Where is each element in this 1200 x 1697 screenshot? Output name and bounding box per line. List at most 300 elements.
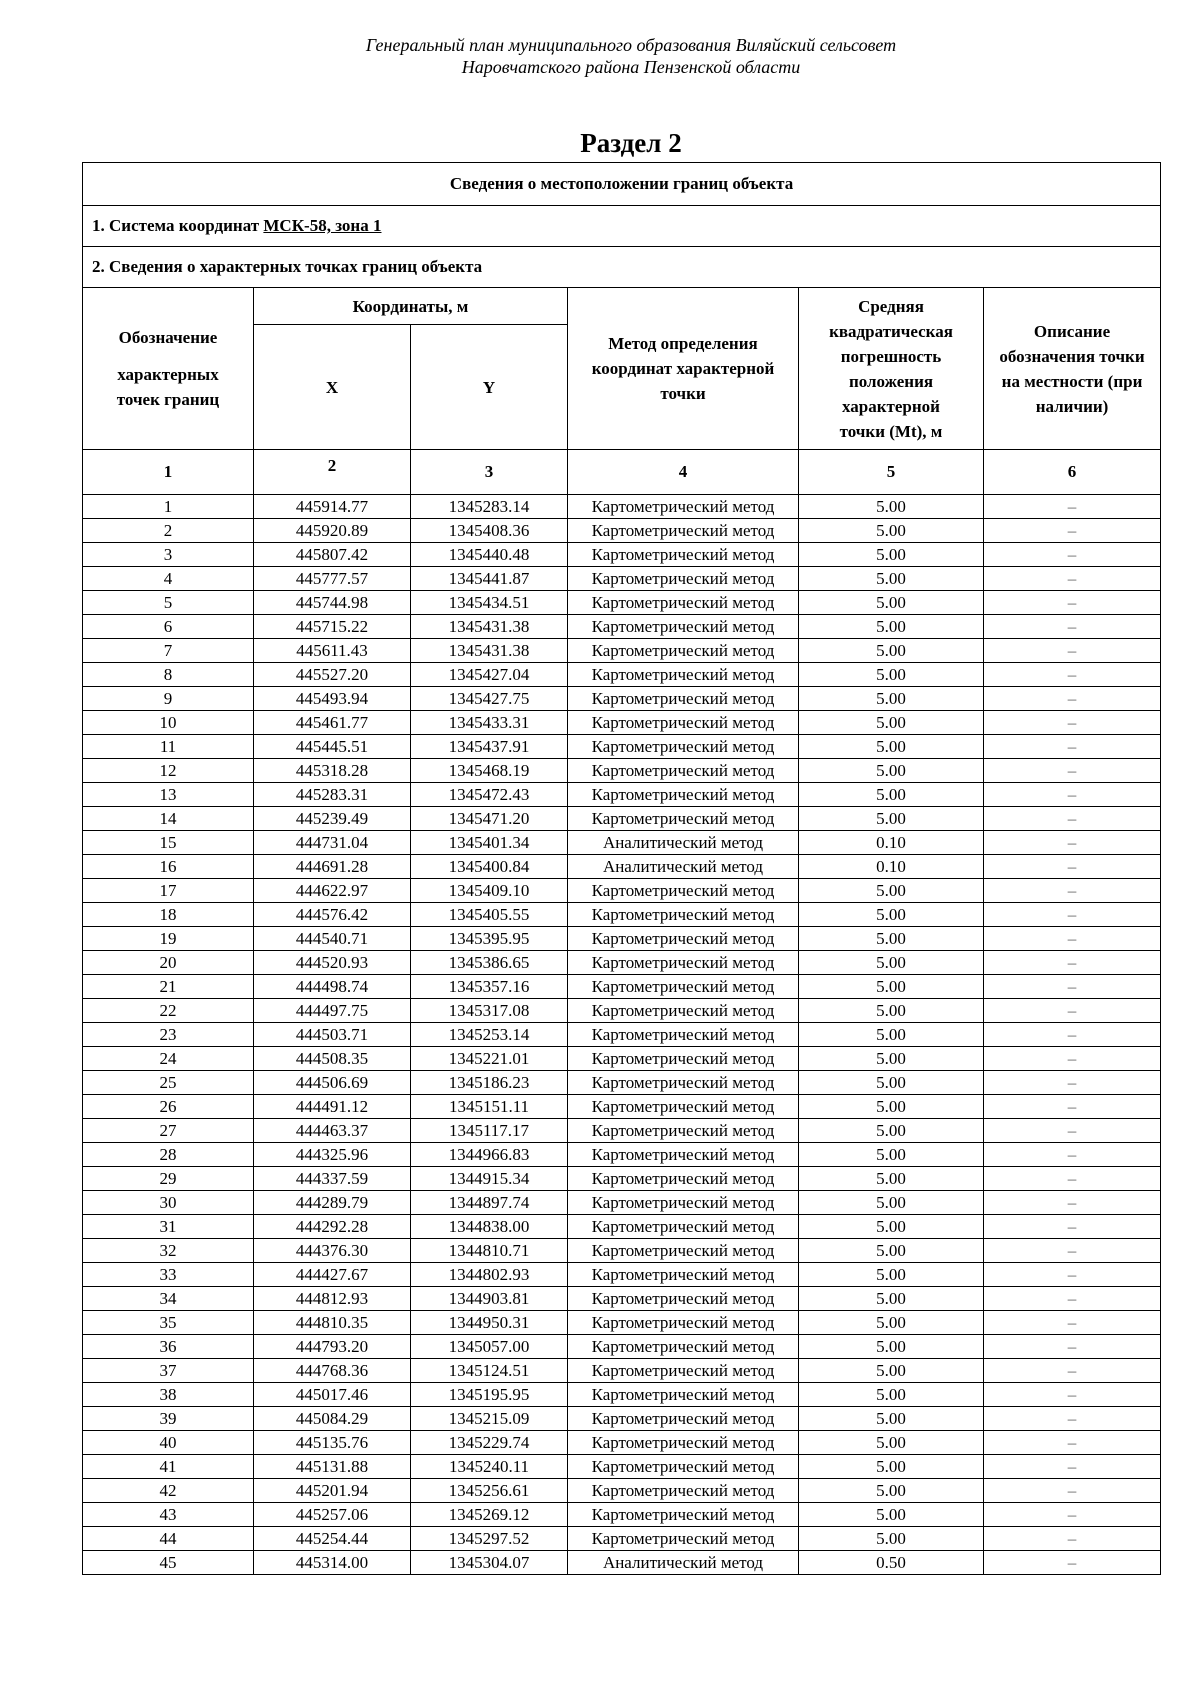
- table-row: [83, 1095, 1161, 1119]
- coord-y: 1345195.95: [411, 1383, 568, 1407]
- coord-x: 444520.93: [254, 951, 411, 975]
- coord-y: 1345269.12: [411, 1503, 568, 1527]
- description: –: [984, 1431, 1161, 1455]
- coord-y: 1345297.52: [411, 1527, 568, 1551]
- coord-y: 1345317.08: [411, 999, 568, 1023]
- method: Картометрический метод: [568, 951, 799, 975]
- coord-x: 444508.35: [254, 1047, 411, 1071]
- coord-x: 445131.88: [254, 1455, 411, 1479]
- description: –: [984, 1287, 1161, 1311]
- coord-y: 1345408.36: [411, 519, 568, 543]
- mean-error: 5.00: [799, 1335, 984, 1359]
- method: Картометрический метод: [568, 663, 799, 687]
- coord-y: 1345283.14: [411, 495, 568, 519]
- method: Картометрический метод: [568, 1359, 799, 1383]
- point-number: 39: [83, 1407, 254, 1431]
- description: –: [984, 1551, 1161, 1575]
- point-number: 30: [83, 1191, 254, 1215]
- coord-y: 1344810.71: [411, 1239, 568, 1263]
- column-number-row: [83, 450, 1161, 495]
- method: Картометрический метод: [568, 1263, 799, 1287]
- description: –: [984, 903, 1161, 927]
- coord-x: 445445.51: [254, 735, 411, 759]
- coord-y: 1344802.93: [411, 1263, 568, 1287]
- header-error: Средняя квадратическая погрешность положения характерной точки (Mt), м: [799, 288, 984, 450]
- description: –: [984, 1215, 1161, 1239]
- method: Картометрический метод: [568, 687, 799, 711]
- method: Картометрический метод: [568, 1479, 799, 1503]
- coord-x: 444576.42: [254, 903, 411, 927]
- coord-x: 444491.12: [254, 1095, 411, 1119]
- mean-error: 5.00: [799, 1023, 984, 1047]
- coord-x: 445611.43: [254, 639, 411, 663]
- point-number: 11: [83, 735, 254, 759]
- description: –: [984, 1143, 1161, 1167]
- point-number: 29: [83, 1167, 254, 1191]
- coord-x: 445527.20: [254, 663, 411, 687]
- coord-x: 445493.94: [254, 687, 411, 711]
- point-number: 24: [83, 1047, 254, 1071]
- method: Картометрический метод: [568, 543, 799, 567]
- coord-x: 444325.96: [254, 1143, 411, 1167]
- mean-error: 0.10: [799, 855, 984, 879]
- mean-error: 5.00: [799, 687, 984, 711]
- method: Картометрический метод: [568, 1167, 799, 1191]
- point-number: 35: [83, 1311, 254, 1335]
- coord-y: 1344915.34: [411, 1167, 568, 1191]
- description: –: [984, 591, 1161, 615]
- coord-y: 1345468.19: [411, 759, 568, 783]
- coord-y: 1345304.07: [411, 1551, 568, 1575]
- description: –: [984, 1119, 1161, 1143]
- description: –: [984, 759, 1161, 783]
- method: Картометрический метод: [568, 999, 799, 1023]
- coord-y: 1345400.84: [411, 855, 568, 879]
- point-number: 19: [83, 927, 254, 951]
- method: Картометрический метод: [568, 975, 799, 999]
- table-row: [83, 807, 1161, 831]
- point-number: 10: [83, 711, 254, 735]
- header-y: Y: [411, 325, 568, 450]
- table-row: [83, 1119, 1161, 1143]
- coord-y: 1345471.20: [411, 807, 568, 831]
- coord-x: 445201.94: [254, 1479, 411, 1503]
- coord-x: 444289.79: [254, 1191, 411, 1215]
- table-row: [83, 567, 1161, 591]
- mean-error: 5.00: [799, 1143, 984, 1167]
- point-number: 9: [83, 687, 254, 711]
- table-row: [83, 999, 1161, 1023]
- method: Картометрический метод: [568, 1311, 799, 1335]
- description: –: [984, 1239, 1161, 1263]
- mean-error: 5.00: [799, 1479, 984, 1503]
- coord-x: 444622.97: [254, 879, 411, 903]
- table-row: [83, 855, 1161, 879]
- method: Аналитический метод: [568, 1551, 799, 1575]
- header-x: X: [254, 325, 411, 450]
- point-number: 34: [83, 1287, 254, 1311]
- description: –: [984, 951, 1161, 975]
- coord-y: 1345221.01: [411, 1047, 568, 1071]
- method: Аналитический метод: [568, 831, 799, 855]
- description: –: [984, 567, 1161, 591]
- table-title: Сведения о местоположении границ объекта: [83, 163, 1161, 206]
- point-number: 22: [83, 999, 254, 1023]
- table-row: [83, 1335, 1161, 1359]
- point-number: 38: [83, 1383, 254, 1407]
- column-number: 5: [799, 450, 984, 495]
- mean-error: 5.00: [799, 951, 984, 975]
- point-number: 25: [83, 1071, 254, 1095]
- table-row: [83, 1311, 1161, 1335]
- coord-y: 1345215.09: [411, 1407, 568, 1431]
- coord-y: 1345434.51: [411, 591, 568, 615]
- coord-y: 1345405.55: [411, 903, 568, 927]
- description: –: [984, 1479, 1161, 1503]
- document-header: [0, 34, 1200, 78]
- column-number: 4: [568, 450, 799, 495]
- point-number: 12: [83, 759, 254, 783]
- table-row: [83, 1431, 1161, 1455]
- mean-error: 5.00: [799, 615, 984, 639]
- method: Картометрический метод: [568, 1095, 799, 1119]
- coord-x: 445257.06: [254, 1503, 411, 1527]
- mean-error: 5.00: [799, 1503, 984, 1527]
- coord-y: 1345409.10: [411, 879, 568, 903]
- method: Картометрический метод: [568, 1239, 799, 1263]
- point-number: 5: [83, 591, 254, 615]
- mean-error: 5.00: [799, 975, 984, 999]
- table-row: [83, 1263, 1161, 1287]
- description: –: [984, 1383, 1161, 1407]
- coord-x: 445239.49: [254, 807, 411, 831]
- table-row: [83, 1383, 1161, 1407]
- description: –: [984, 1023, 1161, 1047]
- description: –: [984, 1503, 1161, 1527]
- coord-y: 1345253.14: [411, 1023, 568, 1047]
- coord-x: 445084.29: [254, 1407, 411, 1431]
- table-row: [83, 543, 1161, 567]
- description: –: [984, 1335, 1161, 1359]
- coord-x: 445017.46: [254, 1383, 411, 1407]
- mean-error: 5.00: [799, 1311, 984, 1335]
- mean-error: 5.00: [799, 639, 984, 663]
- mean-error: 5.00: [799, 1359, 984, 1383]
- table-row: [83, 495, 1161, 519]
- mean-error: 0.50: [799, 1551, 984, 1575]
- description: –: [984, 807, 1161, 831]
- column-number: 1: [83, 450, 254, 495]
- method: Картометрический метод: [568, 1119, 799, 1143]
- table-row: [83, 1503, 1161, 1527]
- table-row: [83, 711, 1161, 735]
- header-designation: [83, 288, 254, 450]
- point-number: 26: [83, 1095, 254, 1119]
- point-number: 28: [83, 1143, 254, 1167]
- table-row: [83, 903, 1161, 927]
- coord-y: 1345441.87: [411, 567, 568, 591]
- table-row: [83, 1215, 1161, 1239]
- mean-error: 5.00: [799, 1095, 984, 1119]
- mean-error: 5.00: [799, 1047, 984, 1071]
- coord-y: 1345229.74: [411, 1431, 568, 1455]
- mean-error: 5.00: [799, 1215, 984, 1239]
- coord-y: 1345427.04: [411, 663, 568, 687]
- point-number: 45: [83, 1551, 254, 1575]
- coord-x: 444337.59: [254, 1167, 411, 1191]
- coord-y: 1345472.43: [411, 783, 568, 807]
- point-number: 44: [83, 1527, 254, 1551]
- coord-y: 1345386.65: [411, 951, 568, 975]
- coord-x: 445715.22: [254, 615, 411, 639]
- table-row: [83, 615, 1161, 639]
- description: –: [984, 615, 1161, 639]
- mean-error: 5.00: [799, 903, 984, 927]
- point-number: 37: [83, 1359, 254, 1383]
- point-number: 17: [83, 879, 254, 903]
- method: Картометрический метод: [568, 783, 799, 807]
- header-line-2: Наровчатского района Пензенской области: [461, 57, 801, 77]
- table-row: [83, 831, 1161, 855]
- mean-error: 5.00: [799, 519, 984, 543]
- mean-error: 5.00: [799, 783, 984, 807]
- description: –: [984, 975, 1161, 999]
- description: –: [984, 879, 1161, 903]
- coord-x: 445777.57: [254, 567, 411, 591]
- coord-x: 444768.36: [254, 1359, 411, 1383]
- mean-error: 5.00: [799, 807, 984, 831]
- table-row: [83, 1479, 1161, 1503]
- point-number: 3: [83, 543, 254, 567]
- mean-error: 5.00: [799, 1167, 984, 1191]
- description: –: [984, 1167, 1161, 1191]
- coord-y: 1344838.00: [411, 1215, 568, 1239]
- description: –: [984, 663, 1161, 687]
- point-number: 16: [83, 855, 254, 879]
- description: –: [984, 687, 1161, 711]
- point-number: 31: [83, 1215, 254, 1239]
- description: –: [984, 639, 1161, 663]
- table-row: [83, 663, 1161, 687]
- coord-x: 444812.93: [254, 1287, 411, 1311]
- column-number: 2: [254, 450, 411, 495]
- coord-y: 1345401.34: [411, 831, 568, 855]
- table-row: [83, 783, 1161, 807]
- coord-x: 444506.69: [254, 1071, 411, 1095]
- method: Картометрический метод: [568, 567, 799, 591]
- table-row: [83, 735, 1161, 759]
- mean-error: 5.00: [799, 543, 984, 567]
- coord-y: 1345357.16: [411, 975, 568, 999]
- point-number: 20: [83, 951, 254, 975]
- coord-x: 445807.42: [254, 543, 411, 567]
- coord-y: 1344966.83: [411, 1143, 568, 1167]
- point-number: 27: [83, 1119, 254, 1143]
- table-row: [83, 1359, 1161, 1383]
- point-number: 4: [83, 567, 254, 591]
- method: Картометрический метод: [568, 1383, 799, 1407]
- coord-y: 1345151.11: [411, 1095, 568, 1119]
- method: Картометрический метод: [568, 615, 799, 639]
- description: –: [984, 543, 1161, 567]
- coord-x: 444376.30: [254, 1239, 411, 1263]
- method: Картометрический метод: [568, 807, 799, 831]
- method: Картометрический метод: [568, 1431, 799, 1455]
- coord-x: 445920.89: [254, 519, 411, 543]
- mean-error: 5.00: [799, 1431, 984, 1455]
- coord-y: 1345440.48: [411, 543, 568, 567]
- point-number: 1: [83, 495, 254, 519]
- mean-error: 5.00: [799, 759, 984, 783]
- mean-error: 5.00: [799, 711, 984, 735]
- coord-x: 445914.77: [254, 495, 411, 519]
- coordinate-system-label: 1. Система координат: [92, 216, 264, 235]
- point-number: 36: [83, 1335, 254, 1359]
- coord-y: 1345437.91: [411, 735, 568, 759]
- coord-y: 1345433.31: [411, 711, 568, 735]
- method: Картометрический метод: [568, 1527, 799, 1551]
- column-number: 6: [984, 450, 1161, 495]
- table-row: [83, 1551, 1161, 1575]
- point-number: 32: [83, 1239, 254, 1263]
- coord-y: 1345186.23: [411, 1071, 568, 1095]
- coord-y: 1345427.75: [411, 687, 568, 711]
- mean-error: 5.00: [799, 1191, 984, 1215]
- description: –: [984, 1191, 1161, 1215]
- description: –: [984, 1095, 1161, 1119]
- method: Картометрический метод: [568, 1191, 799, 1215]
- coord-x: 445135.76: [254, 1431, 411, 1455]
- description: –: [984, 999, 1161, 1023]
- header-designation-line1: Обозначение: [118, 328, 218, 347]
- coord-x: 444463.37: [254, 1119, 411, 1143]
- method: Картометрический метод: [568, 903, 799, 927]
- coord-x: 444793.20: [254, 1335, 411, 1359]
- coordinate-system-row: [83, 206, 1161, 247]
- method: Картометрический метод: [568, 927, 799, 951]
- table-row: [83, 1071, 1161, 1095]
- description: –: [984, 1359, 1161, 1383]
- coord-y: 1344897.74: [411, 1191, 568, 1215]
- coord-x: 445314.00: [254, 1551, 411, 1575]
- coord-y: 1345117.17: [411, 1119, 568, 1143]
- coord-y: 1345256.61: [411, 1479, 568, 1503]
- point-number: 7: [83, 639, 254, 663]
- section-title: Раздел 2: [580, 128, 682, 158]
- mean-error: 5.00: [799, 591, 984, 615]
- coord-x: 444427.67: [254, 1263, 411, 1287]
- coord-x: 445744.98: [254, 591, 411, 615]
- table-row: [83, 1455, 1161, 1479]
- table-row: [83, 519, 1161, 543]
- coord-x: 445254.44: [254, 1527, 411, 1551]
- point-number: 2: [83, 519, 254, 543]
- method: Картометрический метод: [568, 1503, 799, 1527]
- coord-y: 1344903.81: [411, 1287, 568, 1311]
- column-number: 3: [411, 450, 568, 495]
- description: –: [984, 783, 1161, 807]
- point-number: 21: [83, 975, 254, 999]
- mean-error: 5.00: [799, 735, 984, 759]
- method: Картометрический метод: [568, 735, 799, 759]
- mean-error: 5.00: [799, 999, 984, 1023]
- mean-error: 5.00: [799, 927, 984, 951]
- mean-error: 5.00: [799, 567, 984, 591]
- points-heading: 2. Сведения о характерных точках границ объекта: [83, 247, 1161, 288]
- point-number: 42: [83, 1479, 254, 1503]
- table-row: [83, 879, 1161, 903]
- table-row: [83, 1407, 1161, 1431]
- table-row: [83, 975, 1161, 999]
- table-row: [83, 1047, 1161, 1071]
- description: –: [984, 495, 1161, 519]
- header-method: Метод определения координат характерной точки: [568, 288, 799, 450]
- method: Картометрический метод: [568, 1023, 799, 1047]
- point-number: 41: [83, 1455, 254, 1479]
- method: Картометрический метод: [568, 1143, 799, 1167]
- coord-x: 445461.77: [254, 711, 411, 735]
- coord-y: 1345431.38: [411, 639, 568, 663]
- method: Картометрический метод: [568, 1071, 799, 1095]
- mean-error: 5.00: [799, 1071, 984, 1095]
- table-row: [83, 1287, 1161, 1311]
- mean-error: 5.00: [799, 1455, 984, 1479]
- method: Картометрический метод: [568, 639, 799, 663]
- description: –: [984, 1071, 1161, 1095]
- table-row: [83, 1527, 1161, 1551]
- coord-y: 1345124.51: [411, 1359, 568, 1383]
- header-designation-line2: характерных точек границ: [116, 365, 220, 409]
- method: Картометрический метод: [568, 1215, 799, 1239]
- table-row: [83, 1167, 1161, 1191]
- table-row: [83, 927, 1161, 951]
- point-number: 33: [83, 1263, 254, 1287]
- table-row: [83, 1239, 1161, 1263]
- table-row: [83, 1143, 1161, 1167]
- method: Картометрический метод: [568, 1335, 799, 1359]
- method: Картометрический метод: [568, 495, 799, 519]
- description: –: [984, 1527, 1161, 1551]
- method: Картометрический метод: [568, 1047, 799, 1071]
- coord-x: 444810.35: [254, 1311, 411, 1335]
- point-number: 23: [83, 1023, 254, 1047]
- mean-error: 5.00: [799, 879, 984, 903]
- method: Картометрический метод: [568, 591, 799, 615]
- method: Картометрический метод: [568, 1407, 799, 1431]
- mean-error: 5.00: [799, 1527, 984, 1551]
- point-number: 40: [83, 1431, 254, 1455]
- coord-y: 1345240.11: [411, 1455, 568, 1479]
- method: Аналитический метод: [568, 855, 799, 879]
- coord-y: 1345431.38: [411, 615, 568, 639]
- point-number: 14: [83, 807, 254, 831]
- coord-y: 1344950.31: [411, 1311, 568, 1335]
- header-description: Описание обозначения точки на местности (при наличии): [984, 288, 1161, 450]
- description: –: [984, 519, 1161, 543]
- point-number: 6: [83, 615, 254, 639]
- point-number: 13: [83, 783, 254, 807]
- coord-x: 444503.71: [254, 1023, 411, 1047]
- method: Картометрический метод: [568, 711, 799, 735]
- method: Картометрический метод: [568, 1455, 799, 1479]
- point-number: 8: [83, 663, 254, 687]
- description: –: [984, 927, 1161, 951]
- coord-x: 444731.04: [254, 831, 411, 855]
- coord-x: 444497.75: [254, 999, 411, 1023]
- description: –: [984, 1047, 1161, 1071]
- table-row: [83, 1191, 1161, 1215]
- mean-error: 5.00: [799, 495, 984, 519]
